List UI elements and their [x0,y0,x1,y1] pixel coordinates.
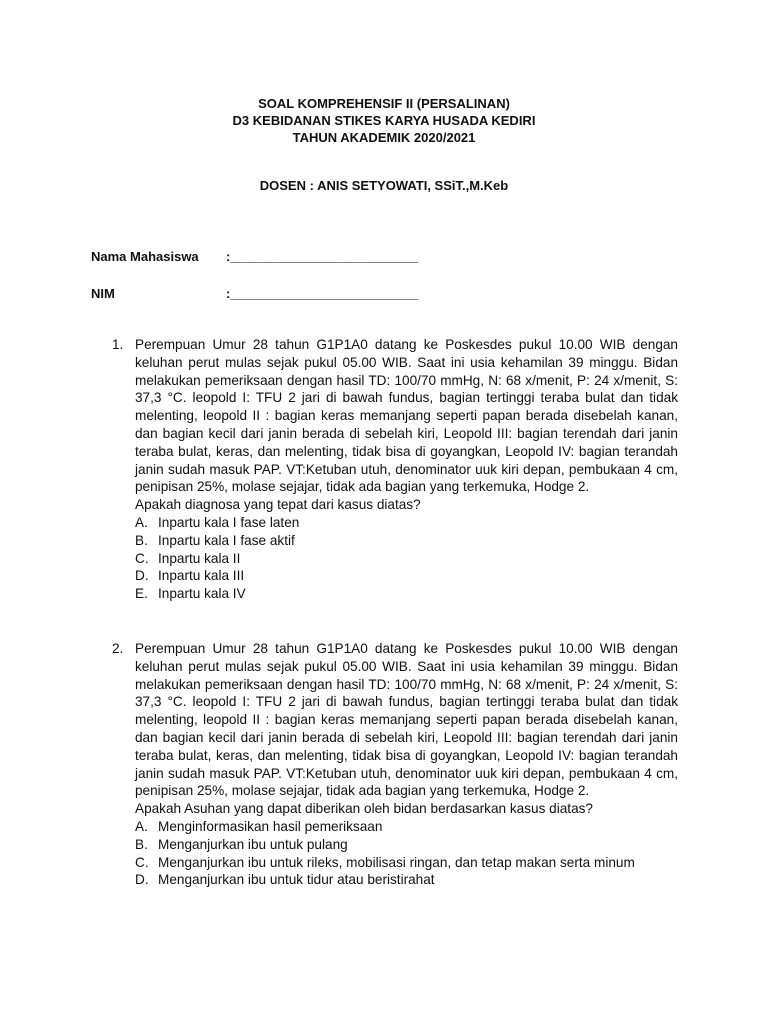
question-1 [112,336,678,603]
option-text: Inpartu kala I fase laten [158,514,300,530]
student-name-blank: :__________________________ [226,249,419,264]
answer-option [135,585,678,603]
question-2 [112,640,678,889]
header-academic-year: TAHUN AKADEMIK 2020/2021 [292,130,476,145]
question-prompt: Apakah Asuhan yang dapat diberikan oleh bidan berdasarkan kasus diatas? [135,801,593,817]
option-letter: D. [135,568,149,584]
answer-options [135,514,678,603]
answer-option [135,836,678,854]
header-title: SOAL KOMPREHENSIF II (PERSALINAN) [258,96,510,111]
header-program: D3 KEBIDANAN STIKES KARYA HUSADA KEDIRI [232,113,536,128]
answer-option [135,854,678,872]
option-letter: E. [135,586,148,602]
question-case-text: Perempuan Umur 28 tahun G1P1A0 datang ke Poskesdes pukul 10.00 WIB dengan keluhan perut mulas sejak pukul 05.00 WIB. Saat ini usia kehamilan 39 minggu. Bidan melakukan pemeriksaan dengan hasil TD: 100/70 mmHg, N: 68 x/menit, P: 24 x/menit, S: 37,3 °C. leopold I: TFU 2 jari di bawah fundus, bagian tertinggi teraba bulat dan tidak melenting, leopold II : bagian keras memanjang seperti papan berada disebelah kanan, dan bagian kecil dari janin berada di sebelah kiri, Leopold III: bagian terendah dari janin teraba bulat, keras, dan melenting, tidak bisa di goyangkan, Leopold IV: bagian terandah janin sudah masuk PAP. VT:Ketuban utuh, denominator uuk kiri depan, pembukaan 4 cm, penipisan 25%, molase sejajar, tidak ada bagian yang terkemuka, Hodge 2. [135,641,678,799]
student-name-label: Nama Mahasiswa [91,249,199,264]
option-letter: C. [135,854,149,870]
option-text: Menganjurkan ibu untuk rileks, mobilisasi ringan, dan tetap makan serta minum [158,854,635,870]
answer-option [135,514,678,532]
document-header [0,95,768,146]
answer-options [135,818,678,889]
option-text: Inpartu kala II [158,550,241,566]
nim-blank: :__________________________ [226,286,419,301]
option-text: Inpartu kala I fase aktif [158,532,295,548]
option-letter: B. [135,532,148,548]
option-letter: B. [135,836,148,852]
option-text: Menganjurkan ibu untuk pulang [158,836,348,852]
option-letter: A. [135,818,148,834]
question-prompt: Apakah diagnosa yang tepat dari kasus diatas? [135,497,421,513]
option-letter: A. [135,514,148,530]
option-letter: C. [135,550,149,566]
question-number: 2. [112,641,124,656]
option-text: Menginformasikan hasil pemeriksaan [158,818,383,834]
lecturer-line: DOSEN : ANIS SETYOWATI, SSiT.,M.Keb [259,178,509,193]
option-text: Menganjurkan ibu untuk tidur atau beristirahat [158,872,435,888]
answer-option [135,532,678,550]
option-text: Inpartu kala IV [158,586,246,602]
answer-option [135,871,678,889]
answer-option [135,567,678,585]
option-letter: D. [135,872,149,888]
answer-option [135,550,678,568]
question-number: 1. [112,337,124,352]
answer-option [135,818,678,836]
student-name-field [91,249,418,264]
nim-label: NIM [91,286,115,301]
nim-field [91,286,418,301]
question-case-text: Perempuan Umur 28 tahun G1P1A0 datang ke Poskesdes pukul 10.00 WIB dengan keluhan perut mulas sejak pukul 05.00 WIB. Saat ini usia kehamilan 39 minggu. Bidan melakukan pemeriksaan dengan hasil TD: 100/70 mmHg, N: 68 x/menit, P: 24 x/menit, S: 37,3 °C. leopold I: TFU 2 jari di bawah fundus, bagian tertinggi teraba bulat dan tidak melenting, leopold II : bagian keras memanjang seperti papan berada disebelah kanan, dan bagian kecil dari janin berada di sebelah kiri, Leopold III: bagian terendah dari janin teraba bulat, keras, dan melenting, tidak bisa di goyangkan, Leopold IV: bagian terandah janin sudah masuk PAP. VT:Ketuban utuh, denominator uuk kiri depan, pembukaan 4 cm, penipisan 25%, molase sejajar, tidak ada bagian yang terkemuka, Hodge 2. [135,337,678,495]
option-text: Inpartu kala III [158,568,245,584]
